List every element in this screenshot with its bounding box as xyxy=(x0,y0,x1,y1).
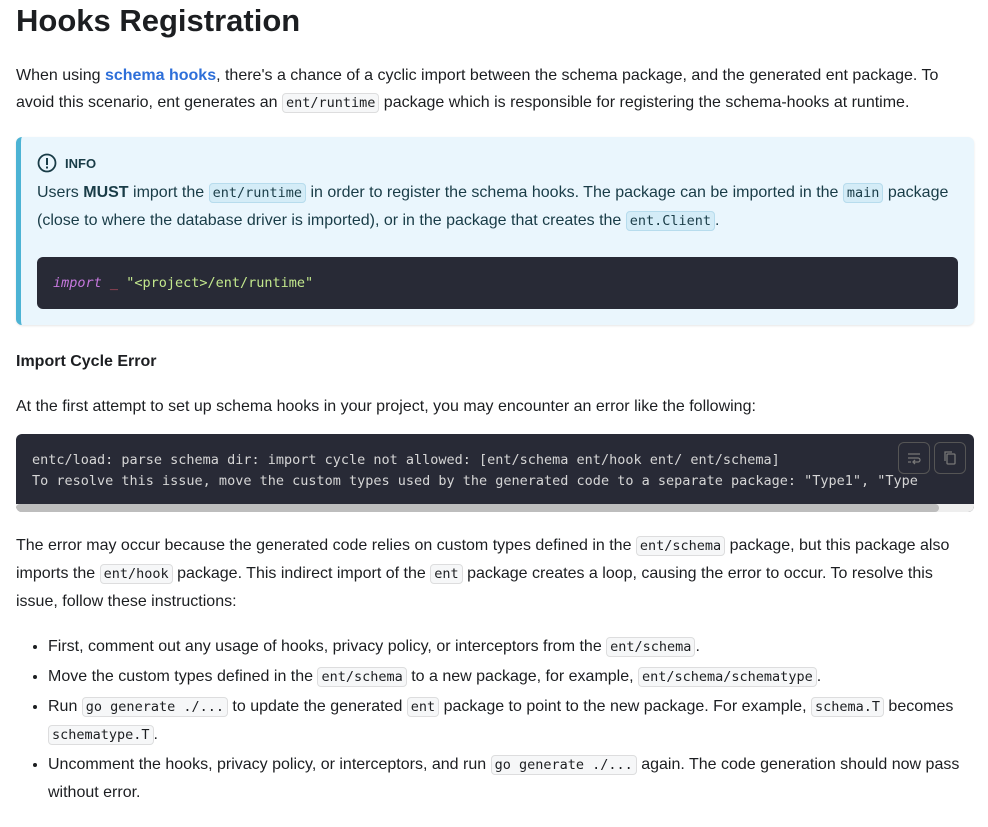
paragraph: At the first attempt to set up schema hooks in your project, you may encounter an error like the following: xyxy=(16,398,756,415)
info-admonition xyxy=(16,137,974,325)
horizontal-scrollbar[interactable] xyxy=(16,504,974,512)
paragraph: The error may occur because the generated code relies on custom types defined in the ent/schema package, but this package also imports the ent/hook package. This indirect import of the ent package creates a loop, causing the error to occur. To resolve this issue, follow these instructions: xyxy=(16,537,950,610)
wrap-icon xyxy=(906,450,922,466)
info-text: Users MUST import the ent/runtime in order to register the schema hooks. The package can be imported in the main package (close to where the database driver is imported), or in the package that creates the ent.Client . xyxy=(37,184,949,229)
page-title: Hooks Registration xyxy=(16,3,301,38)
list-item: • Uncomment the hooks, privacy policy, or interceptors, and run go generate ./... again. The code generation should now pass without error. xyxy=(48,751,974,806)
instruction-list xyxy=(16,633,974,806)
code-line: entc/load: parse schema dir: import cycle not allowed: [ent/schema ent/hook ent/ ent/schema] xyxy=(32,452,780,468)
info-icon xyxy=(37,153,57,173)
copy-icon xyxy=(942,450,958,466)
error-code-block xyxy=(16,434,974,512)
list-item: • Run go generate ./... to update the generated ent package to point to the new package. For example, schema.T becomes schematype.T . xyxy=(48,693,974,749)
schema-hooks-link[interactable]: schema hooks xyxy=(104,67,217,84)
import-code-block: import _ "<project>/ent/runtime" xyxy=(37,257,958,309)
list-item: • First, comment out any usage of hooks, privacy policy, or interceptors from the ent/schema . xyxy=(48,633,974,661)
info-label: INFO xyxy=(65,155,97,171)
list-item: • Move the custom types defined in the ent/schema to a new package, for example, ent/schema/schematype . xyxy=(48,663,974,691)
copy-button[interactable] xyxy=(934,442,966,474)
code-line: To resolve this issue, move the custom types used by the generated code to a separate package: "Type1", "Type xyxy=(32,473,918,489)
section-heading: Import Cycle Error xyxy=(16,353,157,370)
intro-paragraph: When using schema hooks, there's a chance of a cyclic import between the schema package, and the generated ent package. To avoid this scenario, ent generates an ent/runtime package which is responsible for registering the schema-hooks at runtime. xyxy=(16,67,939,111)
word-wrap-button[interactable] xyxy=(898,442,930,474)
